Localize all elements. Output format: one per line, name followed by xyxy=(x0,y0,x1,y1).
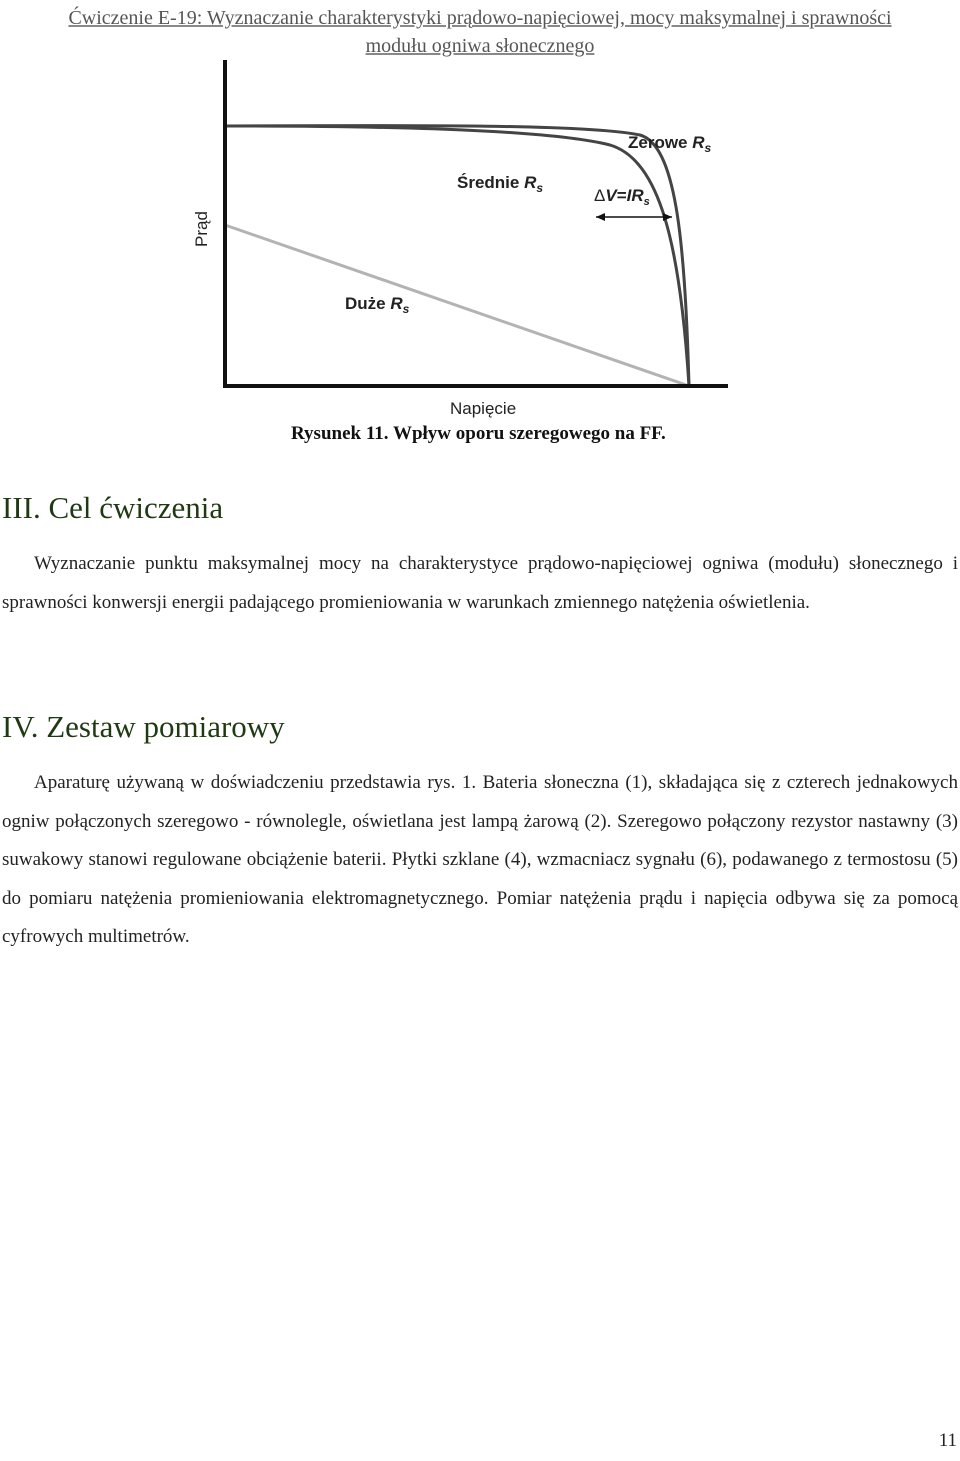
x-axis-label: Napięcie xyxy=(450,399,517,418)
arrowhead-left xyxy=(596,213,605,221)
label-delta-v: $\Delta V=IR_s$ xyxy=(594,186,650,208)
y-axis-label: Prąd xyxy=(192,211,211,247)
running-header xyxy=(0,4,960,60)
section-setup-text xyxy=(2,764,958,957)
section-goal-text xyxy=(2,545,958,622)
section-heading-setup: IV. Zestaw pomiarowy xyxy=(2,709,285,744)
section-heading-goal: III. Cel ćwiczenia xyxy=(2,490,224,525)
figure-caption: Rysunek 11. Wpływ oporu szeregowego na FF. xyxy=(291,423,666,444)
iv-curves-diagram xyxy=(150,55,810,450)
series-resistance-figure xyxy=(150,55,810,450)
paragraph: Wyznaczanie punktu maksymalnej mocy na charakterystyce prądowo-napięciowej ogniwa (modułu) słonecznego i sprawności konwersji energii padającego promieniowania w warunkach zmiennego natężenia oświetlenia. xyxy=(2,553,958,613)
arrowhead-right xyxy=(663,213,672,221)
label-zero-rs: Zerowe $R_s$ xyxy=(628,133,712,155)
curve-large-rs xyxy=(225,225,689,386)
paragraph: Aparaturę używaną w doświadczeniu przedstawia rys. 1. Bateria słoneczna (1), składająca się z czterech jednakowych ogniw połączonych szeregowo - równolegle, oświetlana jest lampą żarową (2). Szeregowo połączony rezystor nastawny (3) suwakowy stanowi regulowane obciążenie baterii. Płytki szklane (4), wzmacniacz sygnału (6), podawanego z termostosu (5) do pomiaru natężenia promieniowania elektromagnetycznego. Pomiar natężenia prądu i napięcia odbywa się za pomocą cyfrowych multimetrów. xyxy=(2,772,958,947)
page-number: 11 xyxy=(938,1430,957,1451)
curve-zero-rs xyxy=(225,126,689,386)
label-large-rs: Duże $R_s$ xyxy=(345,294,410,316)
header-line-2: modułu ogniwa słonecznego xyxy=(365,35,595,57)
label-medium-rs: Średnie $R_s$ xyxy=(457,173,544,195)
header-line-1: Ćwiczenie E-19: Wyznaczanie charakterystyki prądowo-napięciowej, mocy maksymalnej i sprawności xyxy=(68,7,892,29)
curve-medium-rs xyxy=(225,126,689,386)
